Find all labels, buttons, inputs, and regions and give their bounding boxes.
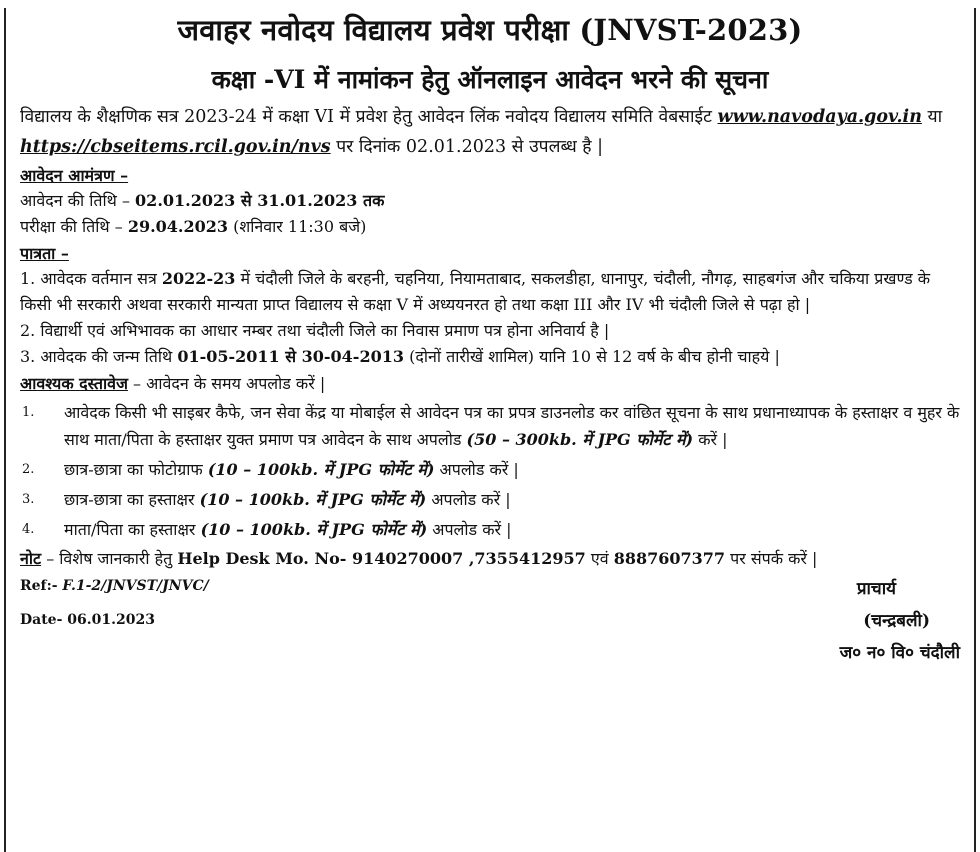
navodaya-website-link[interactable]: www.navodaya.gov.in bbox=[717, 107, 922, 127]
notice-subtitle: कक्षा -VI में नामांकन हेतु ऑनलाइन आवेदन भरने की सूचना bbox=[211, 65, 769, 94]
note-text-b: पर संपर्क करें | bbox=[730, 549, 818, 568]
helpdesk-numbers: Help Desk Mo. No- 9140270007 ,7355412957 bbox=[177, 549, 586, 568]
exam-date: 29.04.2023 bbox=[127, 217, 229, 236]
invitation-section bbox=[20, 164, 960, 240]
reference-line bbox=[20, 578, 209, 594]
eligibility-item-1-text-a: 1. आवेदक वर्तमान सत्र bbox=[20, 269, 157, 288]
note-line bbox=[20, 546, 960, 572]
eligibility-item-3 bbox=[20, 344, 960, 370]
note-label: नोट bbox=[20, 549, 42, 568]
list-item-text: आवेदक किसी भी साइबर कैफे, जन सेवा केंद्र या मोबाईल से आवेदन पत्र का प्रपत्र डाउनलोड कर वांछित सूचना के साथ प्रधानाध्यापक के हस्ताक्षर व मुहर के साथ माता/पिता के हस्ताक्षर युक्त प्रमाण पत्र आवेदन के साथ अपलोड bbox=[64, 403, 960, 449]
list-item-number: 4. bbox=[22, 522, 35, 537]
list-item-text: छात्र-छात्रा का हस्ताक्षर bbox=[64, 490, 195, 509]
eligibility-item-1 bbox=[20, 266, 960, 318]
documents-heading-line bbox=[20, 372, 960, 396]
eligibility-session: 2022-23 bbox=[161, 269, 236, 288]
signatory-name: (चन्द्रबली) bbox=[863, 611, 930, 631]
eligibility-item-2: 2. विद्यार्थी एवं अभिभावक का आधार नम्बर तथा चंदौली जिले का निवास प्रमाण पत्र होना अनिवार्य है | bbox=[20, 321, 610, 340]
application-date-label: आवेदन की तिथि – bbox=[20, 191, 130, 210]
application-date-line bbox=[20, 188, 960, 214]
list-item bbox=[20, 516, 960, 543]
list-item-text: माता/पिता का हस्ताक्षर bbox=[64, 520, 196, 539]
list-item-tail: अपलोड करें | bbox=[432, 520, 512, 539]
cbse-portal-link[interactable]: https://cbseitems.rcil.gov.in/nvs bbox=[20, 137, 331, 157]
eligibility-item-1-text-b: में चंदौली जिले के बरहनी, चहनिया, नियामताबाद, सकलडीहा, धानापुर, चंदौली, नौगढ़, साहबगंज और चकिया प्रखण्ड के किसी भी सरकारी अथवा सरकारी मान्यता प्राप्त विद्यालय से कक्षा V में अध्ययनरत हो तथा कक्षा III और IV भी चंदौली जिले से पढ़ा हो | bbox=[20, 269, 931, 314]
list-item-text: छात्र-छात्रा का फोटोग्राफ bbox=[64, 460, 203, 479]
exam-date-line bbox=[20, 214, 960, 240]
list-item-number: 2. bbox=[22, 462, 35, 477]
eligibility-item-3-text-b: (दोनों तारीखें शामिल) यानि 10 से 12 वर्ष के बीच होनी चाहये | bbox=[409, 347, 780, 366]
notice-page bbox=[4, 8, 976, 852]
intro-text-3: पर दिनांक 02.01.2023 से उपलब्ध है | bbox=[336, 137, 604, 157]
reference-label: Ref:- bbox=[20, 578, 58, 594]
notice-title: जवाहर नवोदय विद्यालय प्रवेश परीक्षा (JNVST-2023) bbox=[177, 13, 803, 47]
file-spec: (10 – 100kb. में JPG फोर्मेट में) bbox=[199, 490, 427, 509]
intro-text-1: विद्यालय के शैक्षणिक सत्र 2023-24 में कक्षा VI में प्रवेश हेतु आवेदन लिंक नवोदय विद्यालय समिति वेबसाईट bbox=[20, 107, 712, 127]
documents-list bbox=[20, 399, 960, 543]
signatory-title: प्राचार्य bbox=[856, 579, 896, 599]
invitation-heading: आवेदन आमंत्रण – bbox=[20, 166, 129, 185]
file-spec: (10 – 100kb. में JPG फोर्मेट में) bbox=[200, 520, 428, 539]
issue-date: Date- 06.01.2023 bbox=[20, 612, 155, 628]
documents-heading: आवश्यक दस्तावेज bbox=[20, 374, 128, 393]
list-item-tail: अपलोड करें | bbox=[439, 460, 519, 479]
eligibility-item-3-text-a: 3. आवेदक की जन्म तिथि bbox=[20, 347, 173, 366]
reference-code: F.1-2/JNVST/JNVC/ bbox=[62, 578, 209, 594]
documents-heading-suffix: – आवेदन के समय अपलोड करें | bbox=[133, 374, 326, 393]
application-date-range: 02.01.2023 से 31.01.2023 तक bbox=[135, 191, 385, 210]
eligibility-heading: पात्रता – bbox=[20, 244, 69, 263]
helpdesk-number-2: 8887607377 bbox=[613, 549, 726, 568]
intro-text-2: या bbox=[927, 107, 943, 127]
list-item-tail: करें | bbox=[698, 430, 728, 449]
intro-paragraph bbox=[20, 102, 960, 162]
note-joiner: एवं bbox=[590, 549, 609, 568]
list-item bbox=[20, 399, 960, 453]
list-item-tail: अपलोड करें | bbox=[431, 490, 511, 509]
list-item-number: 1. bbox=[22, 405, 35, 420]
exam-time: (शनिवार 11:30 बजे) bbox=[233, 217, 367, 236]
list-item bbox=[20, 486, 960, 513]
signatory-office: ज० न० वि० चंदौली bbox=[839, 643, 960, 663]
eligibility-section bbox=[20, 242, 960, 370]
birth-date-range: 01-05-2011 से 30-04-2013 bbox=[177, 347, 404, 366]
list-item bbox=[20, 456, 960, 483]
notice-footer bbox=[20, 572, 960, 682]
list-item-number: 3. bbox=[22, 492, 35, 507]
note-text-a: – विशेष जानकारी हेतु bbox=[46, 549, 173, 568]
documents-section bbox=[20, 372, 960, 543]
exam-date-label: परीक्षा की तिथि – bbox=[20, 217, 123, 236]
file-spec: (10 – 100kb. में JPG फोर्मेट में) bbox=[207, 460, 435, 479]
file-spec: (50 – 300kb. में JPG फोर्मेट में) bbox=[466, 430, 694, 449]
